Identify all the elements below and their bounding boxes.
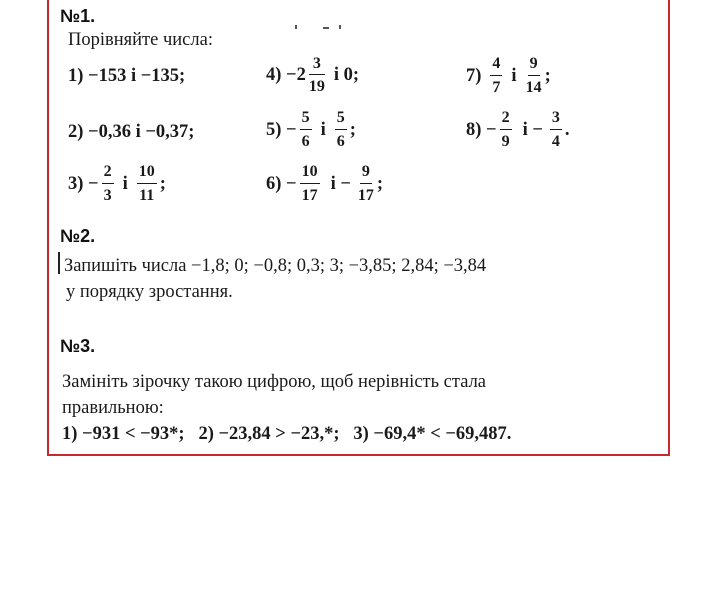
fraction: [309, 56, 325, 95]
punctuation: .: [564, 119, 570, 140]
fraction: [550, 110, 562, 150]
numerator: 9: [528, 56, 540, 76]
fraction: [300, 110, 312, 150]
numerator: 5: [300, 110, 312, 130]
numerator: 5: [335, 110, 347, 130]
numerator: 2: [500, 110, 512, 130]
task1-item-6: [266, 164, 383, 204]
denominator: 6: [336, 133, 345, 150]
task1-item-4: [266, 56, 359, 95]
denominator: 17: [301, 187, 318, 204]
denominator: 9: [501, 133, 510, 150]
denominator: 7: [492, 79, 501, 96]
numerator: 9: [360, 164, 372, 184]
denominator: 14: [525, 79, 542, 96]
task1-item-1: [68, 66, 185, 87]
numerator: 10: [137, 164, 157, 184]
task1-item-3: [68, 164, 166, 204]
denominator: 17: [357, 187, 374, 204]
item-4-tail: і 0;: [333, 65, 360, 85]
punctuation: ;: [349, 119, 356, 140]
task3-line-1: Замініть зірочку такою цифрою, щоб нерівність стала: [62, 372, 487, 392]
item-6-label: 6) −: [266, 173, 297, 194]
task2-line-1: Запишіть числа −1,8; 0; −0,8; 0,3; 3; −3,85; 2,84; −3,84: [64, 256, 487, 276]
conjunction: і: [320, 119, 326, 140]
conjunction: і −: [330, 173, 351, 194]
task3-line-3: 1) −931 < −93*; 2) −23,84 > −23,*; 3) −69,4* < −69,487.: [62, 424, 512, 444]
fraction: [300, 164, 320, 204]
conjunction: і: [122, 173, 128, 194]
conjunction: і: [511, 65, 517, 86]
denominator: 4: [551, 133, 560, 150]
task3-line-2: правильною:: [62, 398, 164, 418]
item-8-label: 8) −: [466, 119, 497, 140]
task1-item-2: [68, 122, 194, 143]
text-cursor: [58, 252, 60, 274]
task1-item-8: [466, 110, 570, 150]
fraction: [335, 110, 347, 150]
numerator: 2: [102, 164, 114, 184]
numerator: 10: [300, 164, 320, 184]
numerator: 4: [490, 56, 502, 76]
item-5-label: 5) −: [266, 119, 297, 140]
denominator: 19: [309, 74, 325, 95]
item-7-label: 7): [466, 65, 482, 86]
task1-instruction: Порівняйте числа:: [68, 30, 213, 50]
task2-header: №2.: [60, 226, 96, 246]
punctuation: ;: [376, 173, 384, 194]
item-1-text: 1) −153 і −135;: [68, 66, 186, 86]
scan-specks: [295, 25, 345, 31]
denominator: 11: [139, 187, 155, 204]
task1-item-5: [266, 110, 356, 150]
conjunction: і −: [522, 119, 543, 140]
numerator: 3: [312, 55, 321, 72]
punctuation: ;: [544, 65, 551, 86]
item-3-label: 3) −: [68, 173, 99, 194]
item-4-label: 4) −2: [266, 65, 306, 85]
fraction: [102, 164, 114, 204]
task1-header: №1.: [60, 6, 96, 26]
denominator: 6: [301, 133, 310, 150]
task3-header: №3.: [60, 336, 96, 356]
denominator: 3: [103, 187, 112, 204]
fraction: [358, 164, 374, 204]
task2-line-2: у порядку зростання.: [66, 282, 233, 302]
fraction: [137, 164, 157, 204]
numerator: 3: [550, 110, 562, 130]
task1-item-7: [466, 56, 551, 96]
fraction: [500, 110, 512, 150]
punctuation: ;: [159, 173, 166, 194]
fraction: [526, 56, 542, 96]
item-2-text: 2) −0,36 і −0,37;: [68, 122, 195, 142]
fraction: [490, 56, 502, 96]
